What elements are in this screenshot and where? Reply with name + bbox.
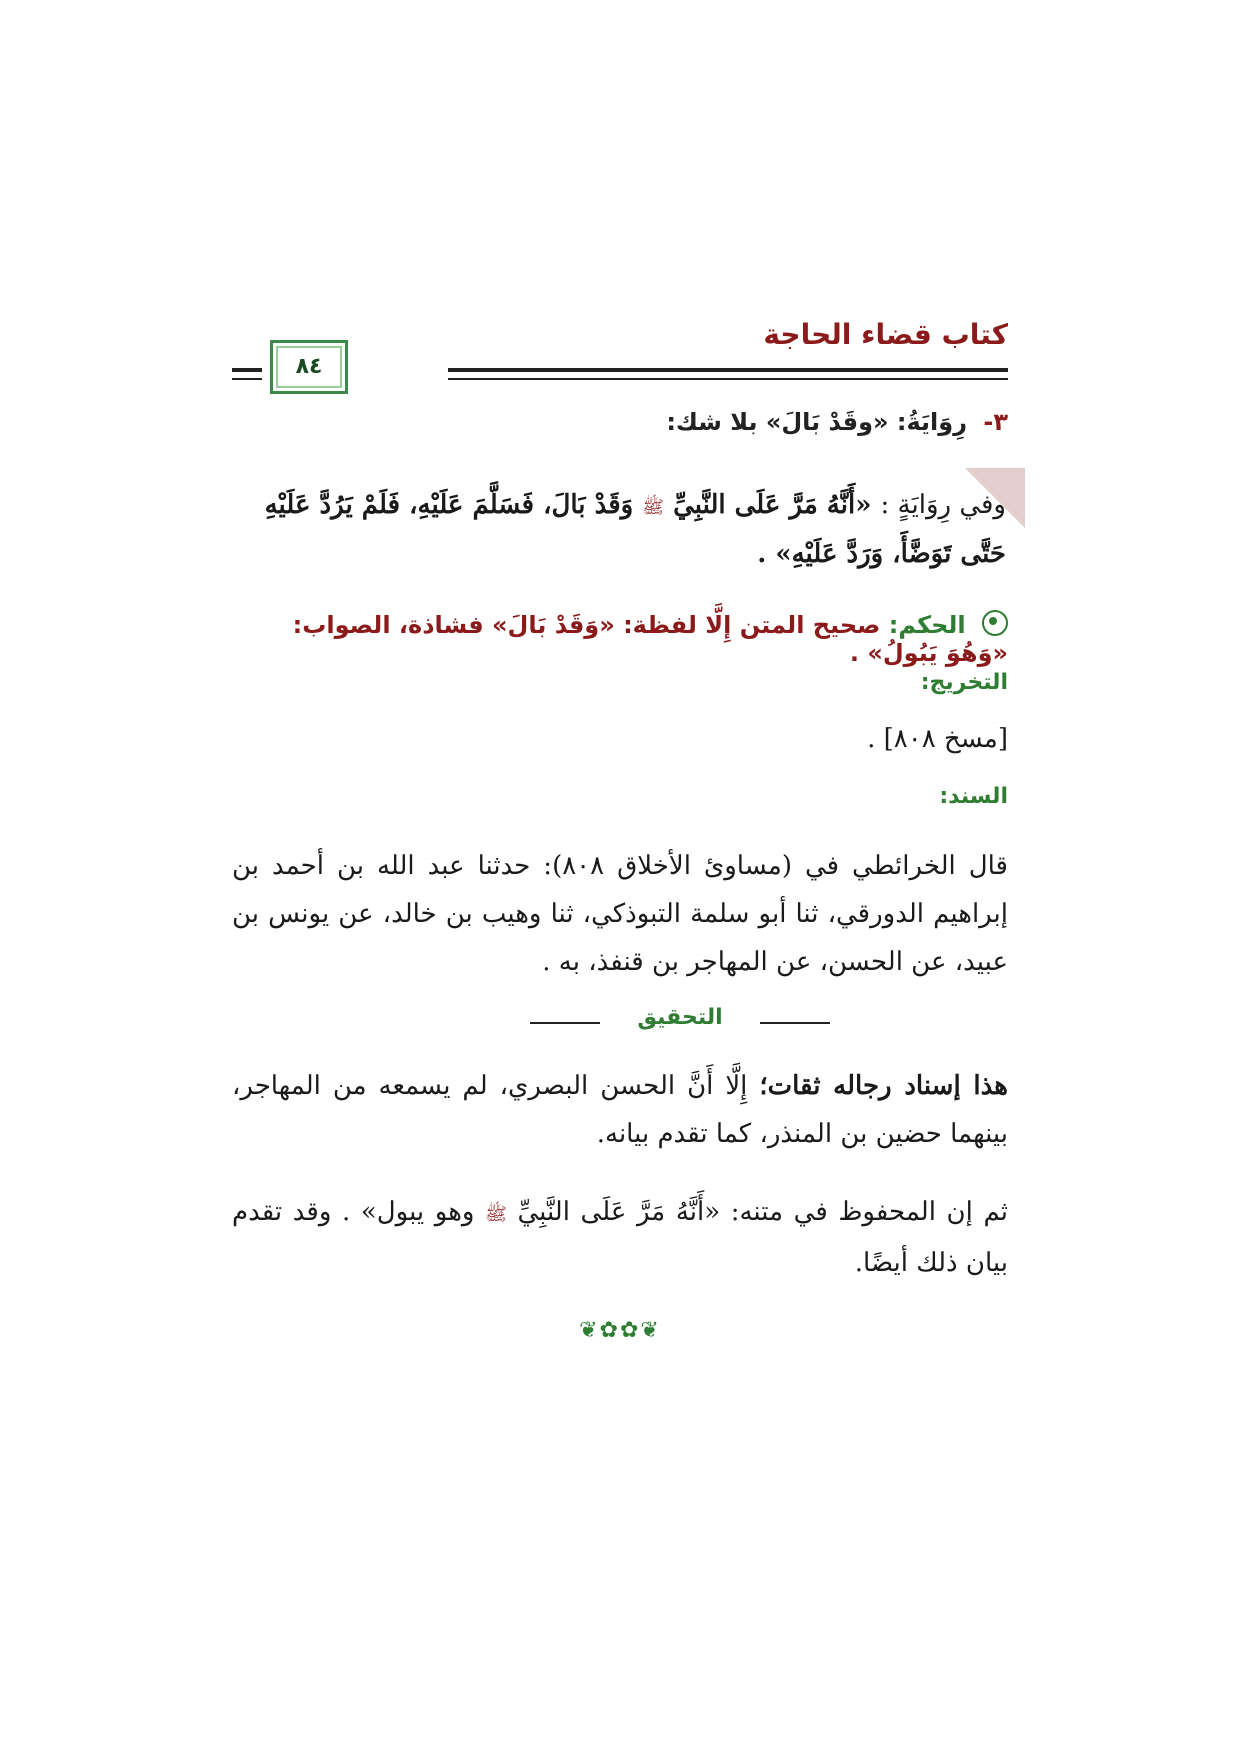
narration-quote-2: وَقَدْ بَالَ، فَسَلَّمَ عَلَيْهِ، فَلَمْ يَرُدَّ عَلَيْهِ حَتَّى تَوَضَّأَ، وَرَدَّ عَلَيْهِ» . <box>264 490 1006 569</box>
tahqiq-p2-part2: وهو يبول» . وقد تقدم بيان ذلك أيضًا. <box>232 1197 1008 1278</box>
narration-subheading <box>232 408 1008 436</box>
takhrij-label: التخريج: <box>920 670 1008 695</box>
tahqiq-p2-part1: ثم إن المحفوظ في متنه: «أَنَّهُ مَرَّ عَلَى النَّبِيِّ <box>517 1197 1009 1227</box>
rosette-icon <box>982 610 1008 636</box>
header-rule-thin <box>448 378 1008 380</box>
tahqiq-rest-text: إِلَّا أَنَّ الحسن البصري، لم يسمعه من المهاجر، بينهما حضين بن المنذر، كما تقدم بيانه. <box>232 1071 1008 1149</box>
tahqiq-paragraph-1 <box>232 1062 1008 1158</box>
sanad-paragraph: قال الخرائطي في (مساوئ الأخلاق ٨٠٨): حدثنا عبد الله بن أحمد بن إبراهيم الدورقي، ثنا أبو سلمة التبوذكي، ثنا وهيب بن خالد، عن يونس بن عبيد، عن الحسن، عن المهاجر بن قنفذ، به . <box>232 851 1008 977</box>
ruling-text: صحيح المتن إِلَّا لفظة: «وَقَدْ بَالَ» فشاذة، الصواب: «وَهُوَ يَبُولُ» . <box>292 611 1008 667</box>
salawat-glyph-2: ﷺ <box>485 1204 507 1225</box>
narration-lead: وفي رِوَايَةٍ : <box>880 490 1006 520</box>
header-rule-left-thick <box>232 368 262 372</box>
narration-text <box>216 482 1022 577</box>
ruling-label: الحكم: <box>888 611 966 639</box>
tahqiq-paragraph-2 <box>232 1188 1008 1287</box>
takhrij-text: [مسخ ٨٠٨] . <box>867 724 1008 754</box>
book-title: كتاب قضاء الحاجة <box>763 318 1008 351</box>
salawat-glyph: ﷺ <box>642 497 665 518</box>
subheading-text: رِوَايَةُ: «وقَدْ بَالَ» بلا شك: <box>666 408 968 436</box>
ruling-line <box>232 610 1008 667</box>
tahqiq-divider <box>530 1007 830 1037</box>
subheading-number: ٣- <box>983 408 1008 436</box>
tahqiq-strong-text: هذا إسناد رجاله ثقات؛ <box>759 1071 1009 1101</box>
header-rule-thick <box>448 368 1008 372</box>
page-number: ٨٤ <box>295 354 323 379</box>
header-rule-left-thin <box>232 378 262 380</box>
narration-quote-1: «أَنَّهُ مَرَّ عَلَى النَّبِيِّ <box>673 490 872 520</box>
tahqiq-label: التحقيق <box>637 1005 723 1030</box>
end-ornament-icon: ❦✿✿❦ <box>579 1318 661 1343</box>
page-number-badge <box>270 340 348 394</box>
page-header <box>232 318 1008 388</box>
divider-line-left <box>530 1022 600 1024</box>
sanad-label: السند: <box>939 784 1008 809</box>
